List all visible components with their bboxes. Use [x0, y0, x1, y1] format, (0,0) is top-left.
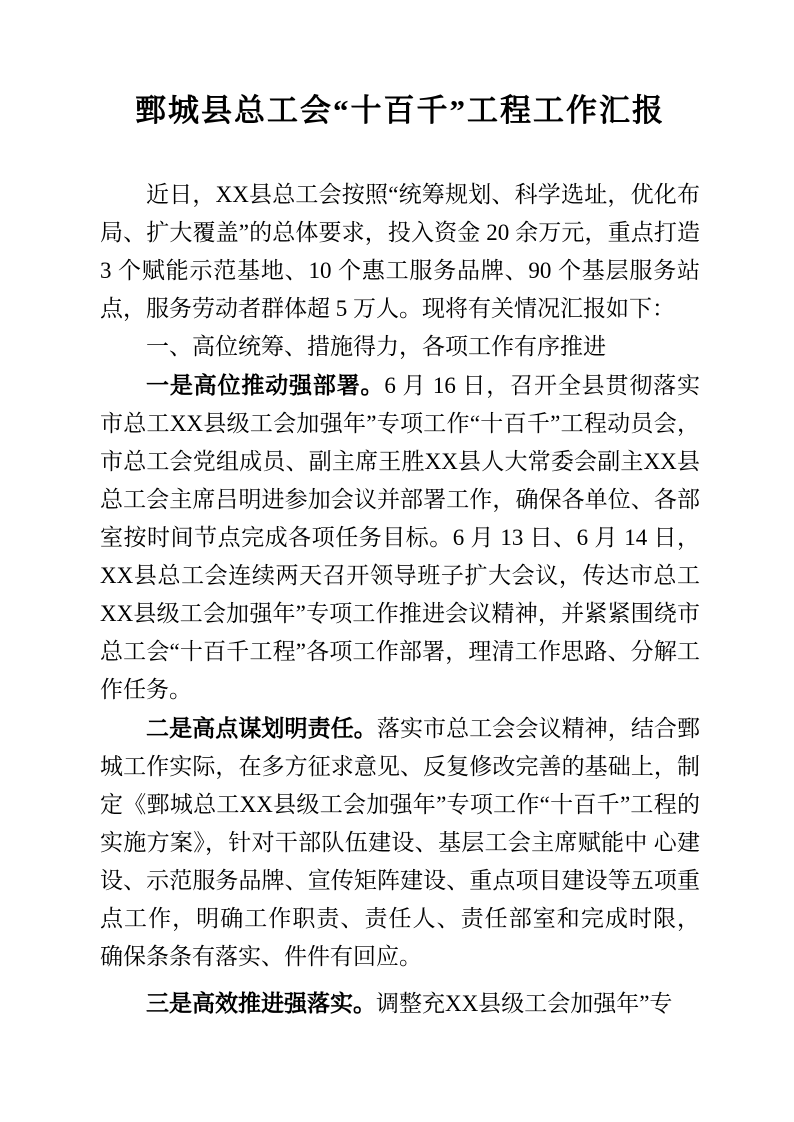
bold-lead-run: 三是高效推进强落实。 — [146, 990, 376, 1016]
paragraph-intro — [100, 176, 700, 328]
document-title: 鄄城县总工会“十百千”工程工作汇报 — [135, 93, 665, 128]
paragraph-point-3 — [100, 984, 700, 1023]
paragraph-point-2 — [100, 709, 700, 976]
text-run: 调整充XX县级工会加强年”专 — [376, 991, 673, 1016]
document-body — [100, 176, 700, 1023]
text-run: 落实市总工会会议精神，结合鄄城工作实际，在多方征求意见、反复修改完善的基础上，制定《鄄城总工XX县级工会加强年”专项工作“十百千”工程的实施方案》，针对干部队伍建设、基层工会主席赋能中 心建设、示范服务品牌、宣传矩阵建设、重点项目建设等五项重点工作，明确工作职责、责任人、责任部室和完成时限， 确保条条有落实、件件有回应。 — [100, 716, 701, 969]
paragraph-section-heading — [100, 328, 700, 366]
bold-lead-run: 二是高点谋划明责任。 — [146, 715, 377, 741]
text-run: 一、高位统筹、措施得力，各项工作有序推进 — [146, 334, 606, 359]
text-run: 6 月 16 日，召开全县贯彻落实市总工XX县级工会加强年”专项工作“十百千”工程动员会，市总工会党组成员、副主席王胜XX县人大常委会副主XX县总工会主席吕明进参加会议并部署工作，确保各单位、各部室按时间节点完成各项任务目标。6 月 13 日、6 月 14 日，XX县总工会连续两天召开领导班子扩大会议，传达市总工XX县级工会加强年”专项工作推进会议精神，并紧紧围绕市总工会“十百千工程”各项工作部署，理清工作思路、分解工作任务。 — [100, 373, 701, 702]
paragraph-point-1 — [100, 366, 700, 709]
bold-lead-run: 一是高位推动强部署。 — [146, 372, 385, 398]
text-run: 近日，XX县总工会按照“统筹规划、科学选址，优化布局、扩大覆盖”的总体要求，投入资金 20 余万元，重点打造 3 个赋能示范基地、10 个惠工服务品牌、90 个基层服务站点，服务劳动者群体超 5 万人。现将有关情况汇报如下： — [100, 182, 700, 321]
